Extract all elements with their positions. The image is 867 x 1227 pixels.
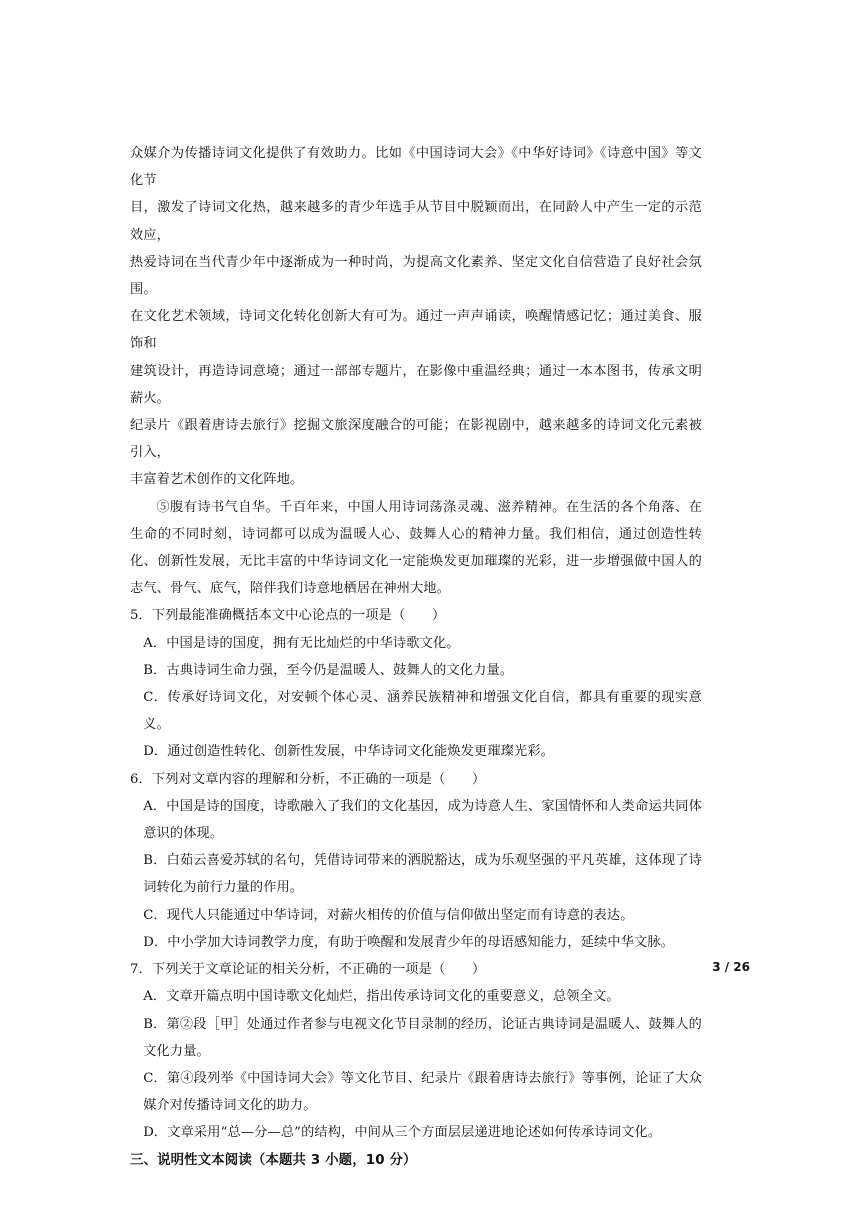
question-stem: 5．下列最能准确概括本文中心论点的一项是（ ） — [130, 608, 446, 624]
option-c: C．传承好诗词文化，对安顿个体心灵、涵养民族精神和增强文化自信，都具有重要的现实意义。 — [143, 690, 702, 733]
option-d: D．文章采用“总—分—总”的结构，中间从三个方面层层递进地论述如何传承诗词文化。 — [143, 1125, 662, 1141]
text-line: 众媒介为传播诗词文化提供了有效助力。比如《中国诗词大会》《中华好诗词》《诗意中国》等文化节 — [130, 146, 702, 189]
paragraph-4-continuation — [130, 140, 702, 494]
question-7 — [130, 956, 702, 1146]
option-a: A．文章开篇点明中国诗歌文化灿烂，指出传承诗词文化的重要意义，总领全文。 — [143, 989, 620, 1005]
option-d: D．通过创造性转化、创新性发展，中华诗词文化能焕发更璀璨光彩。 — [143, 744, 555, 760]
question-5 — [130, 602, 702, 765]
text-line: 丰富着艺术创作的文化阵地。 — [130, 472, 304, 488]
section-heading: 三、说明性文本阅读（本题共 3 小题，10 分） — [130, 1152, 417, 1168]
page-number: 3 / 26 — [712, 960, 750, 974]
option-b: B．古典诗词生命力强，至今仍是温暖人、鼓舞人的文化力量。 — [143, 662, 514, 678]
page-content — [130, 140, 702, 1174]
option-b: B．第②段［甲］处通过作者参与电视文化节目录制的经历，论证古典诗词是温暖人、鼓舞人的文化力量。 — [143, 1016, 702, 1059]
option-a: A．中国是诗的国度，拥有无比灿烂的中华诗歌文化。 — [143, 635, 460, 651]
paragraph-5: ⑤腹有诗书气自华。千百年来，中国人用诗词荡涤灵魂、滋养精神。在生活的各个角落、在生命的不同时刻，诗词都可以成为温暖人心、鼓舞人心的精神力量。我们相信，通过创造性转化、创新性发展，无比丰富的中华诗词文化一定能焕发更加璀璨的光彩，进一步增强做中国人的志气、骨气、底气，陪伴我们诗意地栖居在神州大地。 — [130, 499, 702, 597]
option-d: D．中小学加大诗词教学力度，有助于唤醒和发展青少年的母语感知能力，延续中华文脉。 — [143, 934, 675, 950]
option-c: C．第④段列举《中国诗词大会》等文化节目、纪录片《跟着唐诗去旅行》等事例，论证了大众媒介对传播诗词文化的助力。 — [143, 1070, 702, 1114]
text-line: 目，激发了诗词文化热，越来越多的青少年选手从节目中脱颖而出，在同龄人中产生一定的示范效应， — [130, 200, 702, 243]
question-6 — [130, 766, 702, 956]
question-stem: 6．下列对文章内容的理解和分析，不正确的一项是（ ） — [130, 771, 486, 787]
question-stem: 7．下列关于文章论证的相关分析，不正确的一项是（ ） — [130, 962, 486, 978]
option-a: A．中国是诗的国度，诗歌融入了我们的文化基因，成为诗意人生、家国情怀和人类命运共同体意识的体现。 — [143, 798, 702, 842]
option-c: C．现代人只能通过中华诗词，对薪火相传的价值与信仰做出坚定而有诗意的表达。 — [143, 907, 634, 923]
text-line: 纪录片《跟着唐诗去旅行》挖掘文旅深度融合的可能；在影视剧中，越来越多的诗词文化元素被引入， — [130, 418, 702, 461]
text-line: 在文化艺术领域，诗词文化转化创新大有可为。通过一声声诵读，唤醒情感记忆；通过美食、服饰和 — [130, 309, 702, 352]
option-b: B．白茹云喜爱苏轼的名句，凭借诗词带来的洒脱豁达，成为乐观坚强的平凡英雄，这体现了诗词转化为前行力量的作用。 — [143, 853, 702, 896]
text-line: 建筑设计，再造诗词意境；通过一部部专题片，在影像中重温经典；通过一本本图书，传承文明薪火。 — [130, 363, 702, 406]
text-line: 热爱诗词在当代青少年中逐渐成为一种时尚，为提高文化素养、坚定文化自信营造了良好社会氛围。 — [130, 254, 702, 298]
